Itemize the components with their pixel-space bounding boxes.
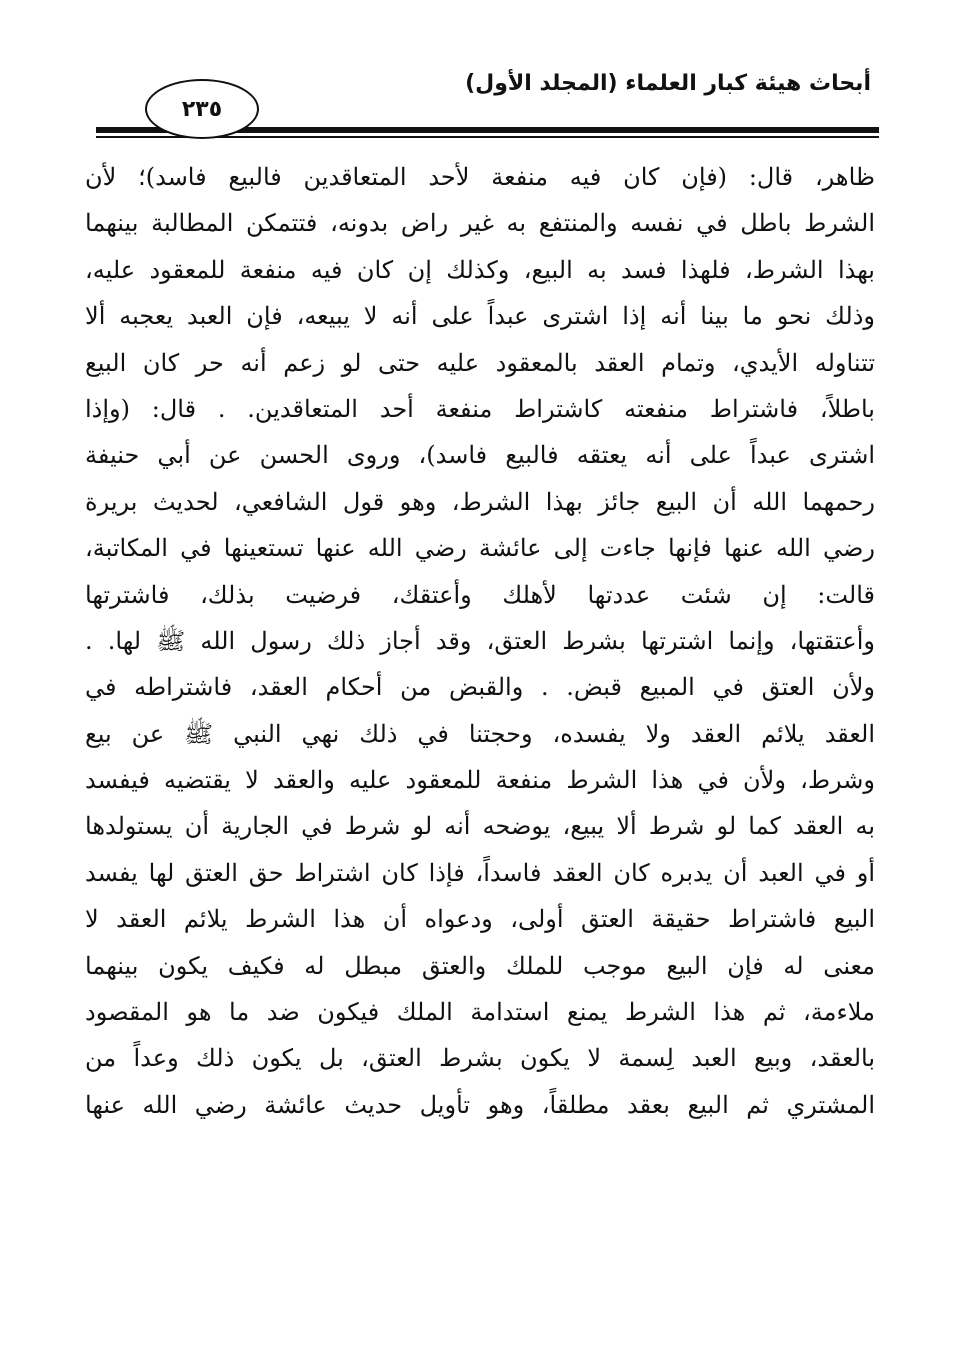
text-line: به العقد كما لو شرط ألا يبيع، يوضحه أنه لو شرط في الجارية أن يستولدها xyxy=(85,812,875,841)
text-line: رحمهما الله أن البيع جائز بهذا الشرط، وهو قول الشافعي، لحديث بريرة xyxy=(85,487,876,516)
text-line: بهذا الشرط، فلهذا فسد به البيع، وكذلك إن كان فيه منفعة للمعقود عليه، xyxy=(85,255,875,284)
text-line: ملاءمة، ثم هذا الشرط يمنع استدامة الملك فيكون ضد ما هو المقصود xyxy=(85,998,875,1027)
text-line: وشرط، ولأن في هذا الشرط منفعة للمعقود عليه والعقد لا يقتضيه فيفسد xyxy=(85,766,875,795)
text-line: وذلك نحو ما بينا أنه إذا اشترى عبداً على أنه لا يبيعه، فإن العبد يعجبه ألا xyxy=(85,302,875,331)
text-line: ولأن العتق في المبيع قبض. . والقبض من أحكام العقد، فاشتراطه في xyxy=(85,673,876,702)
text-line: العقد يلائم العقد ولا يفسده، وحجتنا في ذلك نهي النبي ﷺ عن بيع xyxy=(85,719,875,748)
text-line: قالت: إن شئت عددتها لأهلك وأعتقك، فرضيت بذلك، فاشترتها xyxy=(85,580,875,609)
text-line: الشرط باطل في نفسه والمنتفع به غير راض بدونه، فتتمكن المطالبة بينهما xyxy=(85,209,875,238)
text-line: معنى له فإن البيع موجب للملك والعتق مبطل له فكيف يكون بينهما xyxy=(85,951,875,980)
text-line: ظاهر، قال: (فإن كان فيه منفعة لأحد المتعاقدين فالبيع فاسد)؛ لأن xyxy=(85,163,875,191)
page-header xyxy=(0,0,953,150)
page-number-oval xyxy=(145,79,259,139)
page-number: ٢٣٥ xyxy=(181,96,223,122)
book-title: أبحاث هيئة كبار العلماء (المجلد الأول) xyxy=(465,71,871,96)
text-line: البيع فاشتراط حقيقة العتق أولى، ودعواه أن هذا الشرط يلائم العقد لا xyxy=(85,905,875,934)
text-line: بالعقد، وبيع العبد لِسمة لا يكون بشرط العتق، بل يكون ذلك وعداً من xyxy=(85,1044,875,1073)
text-line: أو في العبد أن يدبره كان العقد فاسداً، فإذا كان اشتراط حق العتق لها يفسد xyxy=(85,858,875,887)
text-line: وأعتقتها، وإنما اشترتها بشرط العتق، وقد أجاز ذلك رسول الله ﷺ لها. . xyxy=(85,626,875,655)
text-line: رضي الله عنها فإنها جاءت إلى عائشة رضي الله عنها تستعينها في المكاتبة، xyxy=(85,534,875,563)
text-line: باطلاً، فاشتراط منفعته كاشتراط منفعة أحد المتعاقدين. . قال: (وإذا xyxy=(85,394,875,423)
text-line: تتناوله الأيدي، وتمام العقد بالمعقود عليه حتى لو زعم أنه حر كان البيع xyxy=(85,348,875,377)
text-line: اشترى عبداً على أنه يعتقه فالبيع فاسد)، وروى الحسن عن أبي حنيفة xyxy=(85,441,875,470)
body-text xyxy=(85,154,875,1128)
text-line: المشتري ثم البيع بعقد مطلقاً، وهو تأويل حديث عائشة رضي الله عنها xyxy=(85,1090,875,1119)
